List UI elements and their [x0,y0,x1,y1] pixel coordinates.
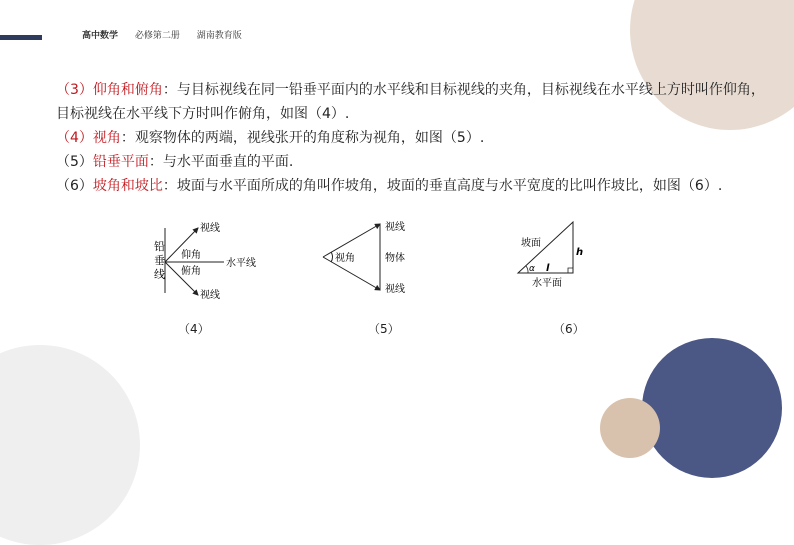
label-sight-up: 视线 [385,222,405,233]
figure-visual-angle [315,218,415,298]
plumb-label-3: 线 [154,268,165,281]
page-header [82,28,256,41]
right-angle-mark [568,268,573,273]
label-horizontal: 水平线 [226,258,256,269]
definition-term: 仰角和俯角 [92,82,163,98]
label-sight-up: 视线 [200,223,220,234]
label-length: l [546,263,550,274]
definition-paragraph: （5）铅垂平面：与水平面垂直的平面. [56,154,294,170]
definition-term: 视角 [92,130,121,146]
slope-angle-arc [526,266,528,273]
decor-circle-navy [642,338,782,478]
label-depression: 俯角 [181,266,201,277]
label-visual-angle: 视角 [335,253,355,264]
figure-elevation-depression [148,218,278,308]
label-object: 物体 [385,253,405,264]
definition-paragraph: （6）坡角和坡比：坡面与水平面所成的角叫作坡角，坡面的垂直高度与水平宽度的比叫作坡比，如图（6）. [56,178,723,194]
plumb-label-1: 铅 [154,240,165,253]
label-alpha: α [529,264,535,274]
header-publisher: 湖南教育版 [196,31,242,41]
label-slope-surface: 坡面 [521,238,541,249]
figure-4-caption: （4） [178,322,210,336]
angle-arc [331,252,333,262]
label-horizontal-plane: 水平面 [532,278,562,289]
definition-paragraph: （4）视角：观察物体的两端，视线张开的角度称为视角，如图（5）. [56,130,485,146]
figure-slope [510,218,600,293]
header-accent-bar [0,35,42,40]
definition-term: 铅垂平面 [92,154,149,170]
decor-circle-tan [600,398,660,458]
content-body [56,78,772,198]
definition-paragraph: （3）仰角和俯角：与目标视线在同一铅垂平面内的水平线和目标视线的夹角，目标视线在水平线上方时叫作仰角，目标视线在水平线下方时叫作俯角，如图（4）. [56,82,765,122]
decor-circle-grey [0,345,140,545]
plumb-label-2: 垂 [154,254,165,267]
definition-term: 坡角和坡比 [92,178,163,194]
label-elevation: 仰角 [181,250,201,261]
label-sight-down: 视线 [385,284,405,295]
header-subject: 高中数学 [82,31,119,41]
label-sight-down: 视线 [200,290,220,301]
figure-6-caption: （6） [553,322,585,336]
label-height: h [576,247,584,258]
header-book: 必修第二册 [134,31,180,41]
figure-5-caption: （5） [368,322,400,336]
